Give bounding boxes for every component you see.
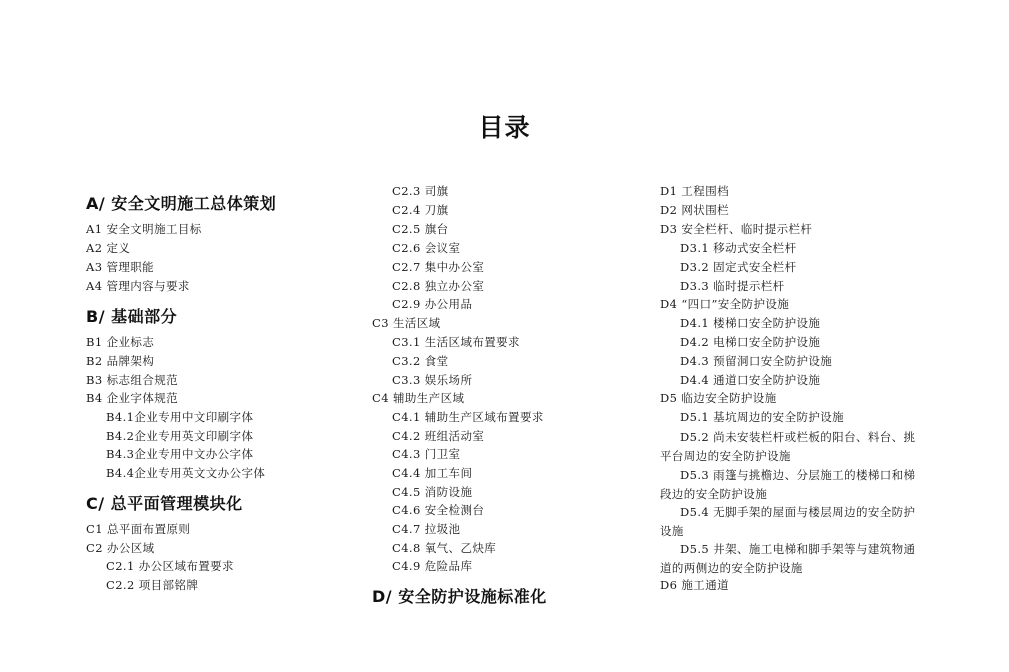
toc-item-c4-7: C4.7 拉圾池 [392,522,461,536]
toc-item-c4-5: C4.5 消防设施 [392,485,473,499]
toc-item-d4-4: D4.4 通道口安全防护设施 [680,373,821,387]
toc-item-c2-7: C2.7 集中办公室 [392,260,485,274]
toc-item-a4: A4 管理内容与要求 [86,279,190,293]
toc-item-d5-3: D5.3 雨篷与挑檐边、分层施工的楼梯口和梯段边的安全防护设施 [660,468,916,501]
toc-item-d5-2: D5.2 尚未安装栏杆或栏板的阳台、料台、挑平台周边的安全防护设施 [660,430,916,463]
toc-item-c2-6: C2.6 会议室 [392,241,461,255]
toc-item-d3-2: D3.2 固定式安全栏杆 [680,260,797,274]
toc-item-c2-5: C2.5 旗台 [392,222,449,236]
toc-item-c2-4: C2.4 刀旗 [392,203,449,217]
toc-item-d4: D4 “四口”安全防护设施 [660,297,790,311]
toc-item-d3-1: D3.1 移动式安全栏杆 [680,241,797,255]
toc-item-b1: B1 企业标志 [86,335,155,349]
toc-item-b2: B2 品牌架构 [86,354,155,368]
toc-item-d5: D5 临边安全防护设施 [660,391,777,405]
toc-item-c4-6: C4.6 安全检测台 [392,503,485,517]
toc-item-c4-8: C4.8 氧气、乙炔库 [392,541,497,555]
page-title: 目录 [478,113,531,142]
toc-item-d6: D6 施工通道 [660,578,729,592]
toc-item-a2: A2 定义 [86,241,131,255]
toc-item-b3: B3 标志组合规范 [86,373,179,387]
toc-item-b4: B4 企业字体规范 [86,391,179,405]
toc-item-c2: C2 办公区域 [86,541,155,555]
section-heading-c: C/ 总平面管理模块化 [86,494,243,513]
toc-item-c3-2: C3.2 食堂 [392,354,449,368]
toc-item-d5-1: D5.1 基坑周边的安全防护设施 [680,410,845,424]
toc-item-d5-4: D5.4 无脚手架的屋面与楼层周边的安全防护设施 [660,505,916,538]
toc-item-c2-1: C2.1 办公区域布置要求 [106,559,234,573]
toc-item-c1: C1 总平面布置原则 [86,522,191,536]
section-heading-b: B/ 基础部分 [86,307,178,326]
toc-item-c4-1: C4.1 辅助生产区域布置要求 [392,410,544,424]
toc-item-c3: C3 生活区域 [372,316,441,330]
toc-item-d1: D1 工程围档 [660,184,729,198]
toc-item-c2-2: C2.2 项目部铭牌 [106,578,199,592]
toc-item-d4-1: D4.1 楼梯口安全防护设施 [680,316,821,330]
toc-item-c3-3: C3.3 娱乐场所 [392,373,473,387]
toc-item-d5-5: D5.5 井架、施工电梯和脚手架等与建筑物通道的两侧边的安全防护设施 [660,542,916,575]
toc-item-a1: A1 安全文明施工目标 [86,222,202,236]
toc-item-c2-8: C2.8 独立办公室 [392,279,485,293]
toc-item-b4-3: B4.3企业专用中文办公字体 [106,447,254,461]
toc-item-c2-9: C2.9 办公用品 [392,297,473,311]
toc-item-b4-2: B4.2企业专用英文印刷字体 [106,429,254,443]
toc-item-c4: C4 辅助生产区域 [372,391,465,405]
toc-item-d3: D3 安全栏杆、临时提示栏杆 [660,222,813,236]
toc-item-c2-3: C2.3 司旗 [392,184,449,198]
toc-item-a3: A3 管理职能 [86,260,155,274]
toc-item-d3-3: D3.3 临时提示栏杆 [680,279,785,293]
toc-item-d4-3: D4.3 预留洞口安全防护设施 [680,354,833,368]
toc-item-c4-9: C4.9 危险品库 [392,559,473,573]
section-heading-a: A/ 安全文明施工总体策划 [86,194,277,213]
toc-item-c4-4: C4.4 加工车间 [392,466,473,480]
toc-item-c4-2: C4.2 班组活动室 [392,429,485,443]
section-heading-d: D/ 安全防护设施标准化 [372,587,547,606]
toc-item-c4-3: C4.3 门卫室 [392,447,461,461]
toc-item-d4-2: D4.2 电梯口安全防护设施 [680,335,821,349]
toc-item-d2: D2 网状围栏 [660,203,729,217]
toc-item-b4-1: B4.1企业专用中文印刷字体 [106,410,254,424]
toc-item-b4-4: B4.4企业专用英文文办公字体 [106,466,266,480]
toc-item-c3-1: C3.1 生活区域布置要求 [392,335,520,349]
